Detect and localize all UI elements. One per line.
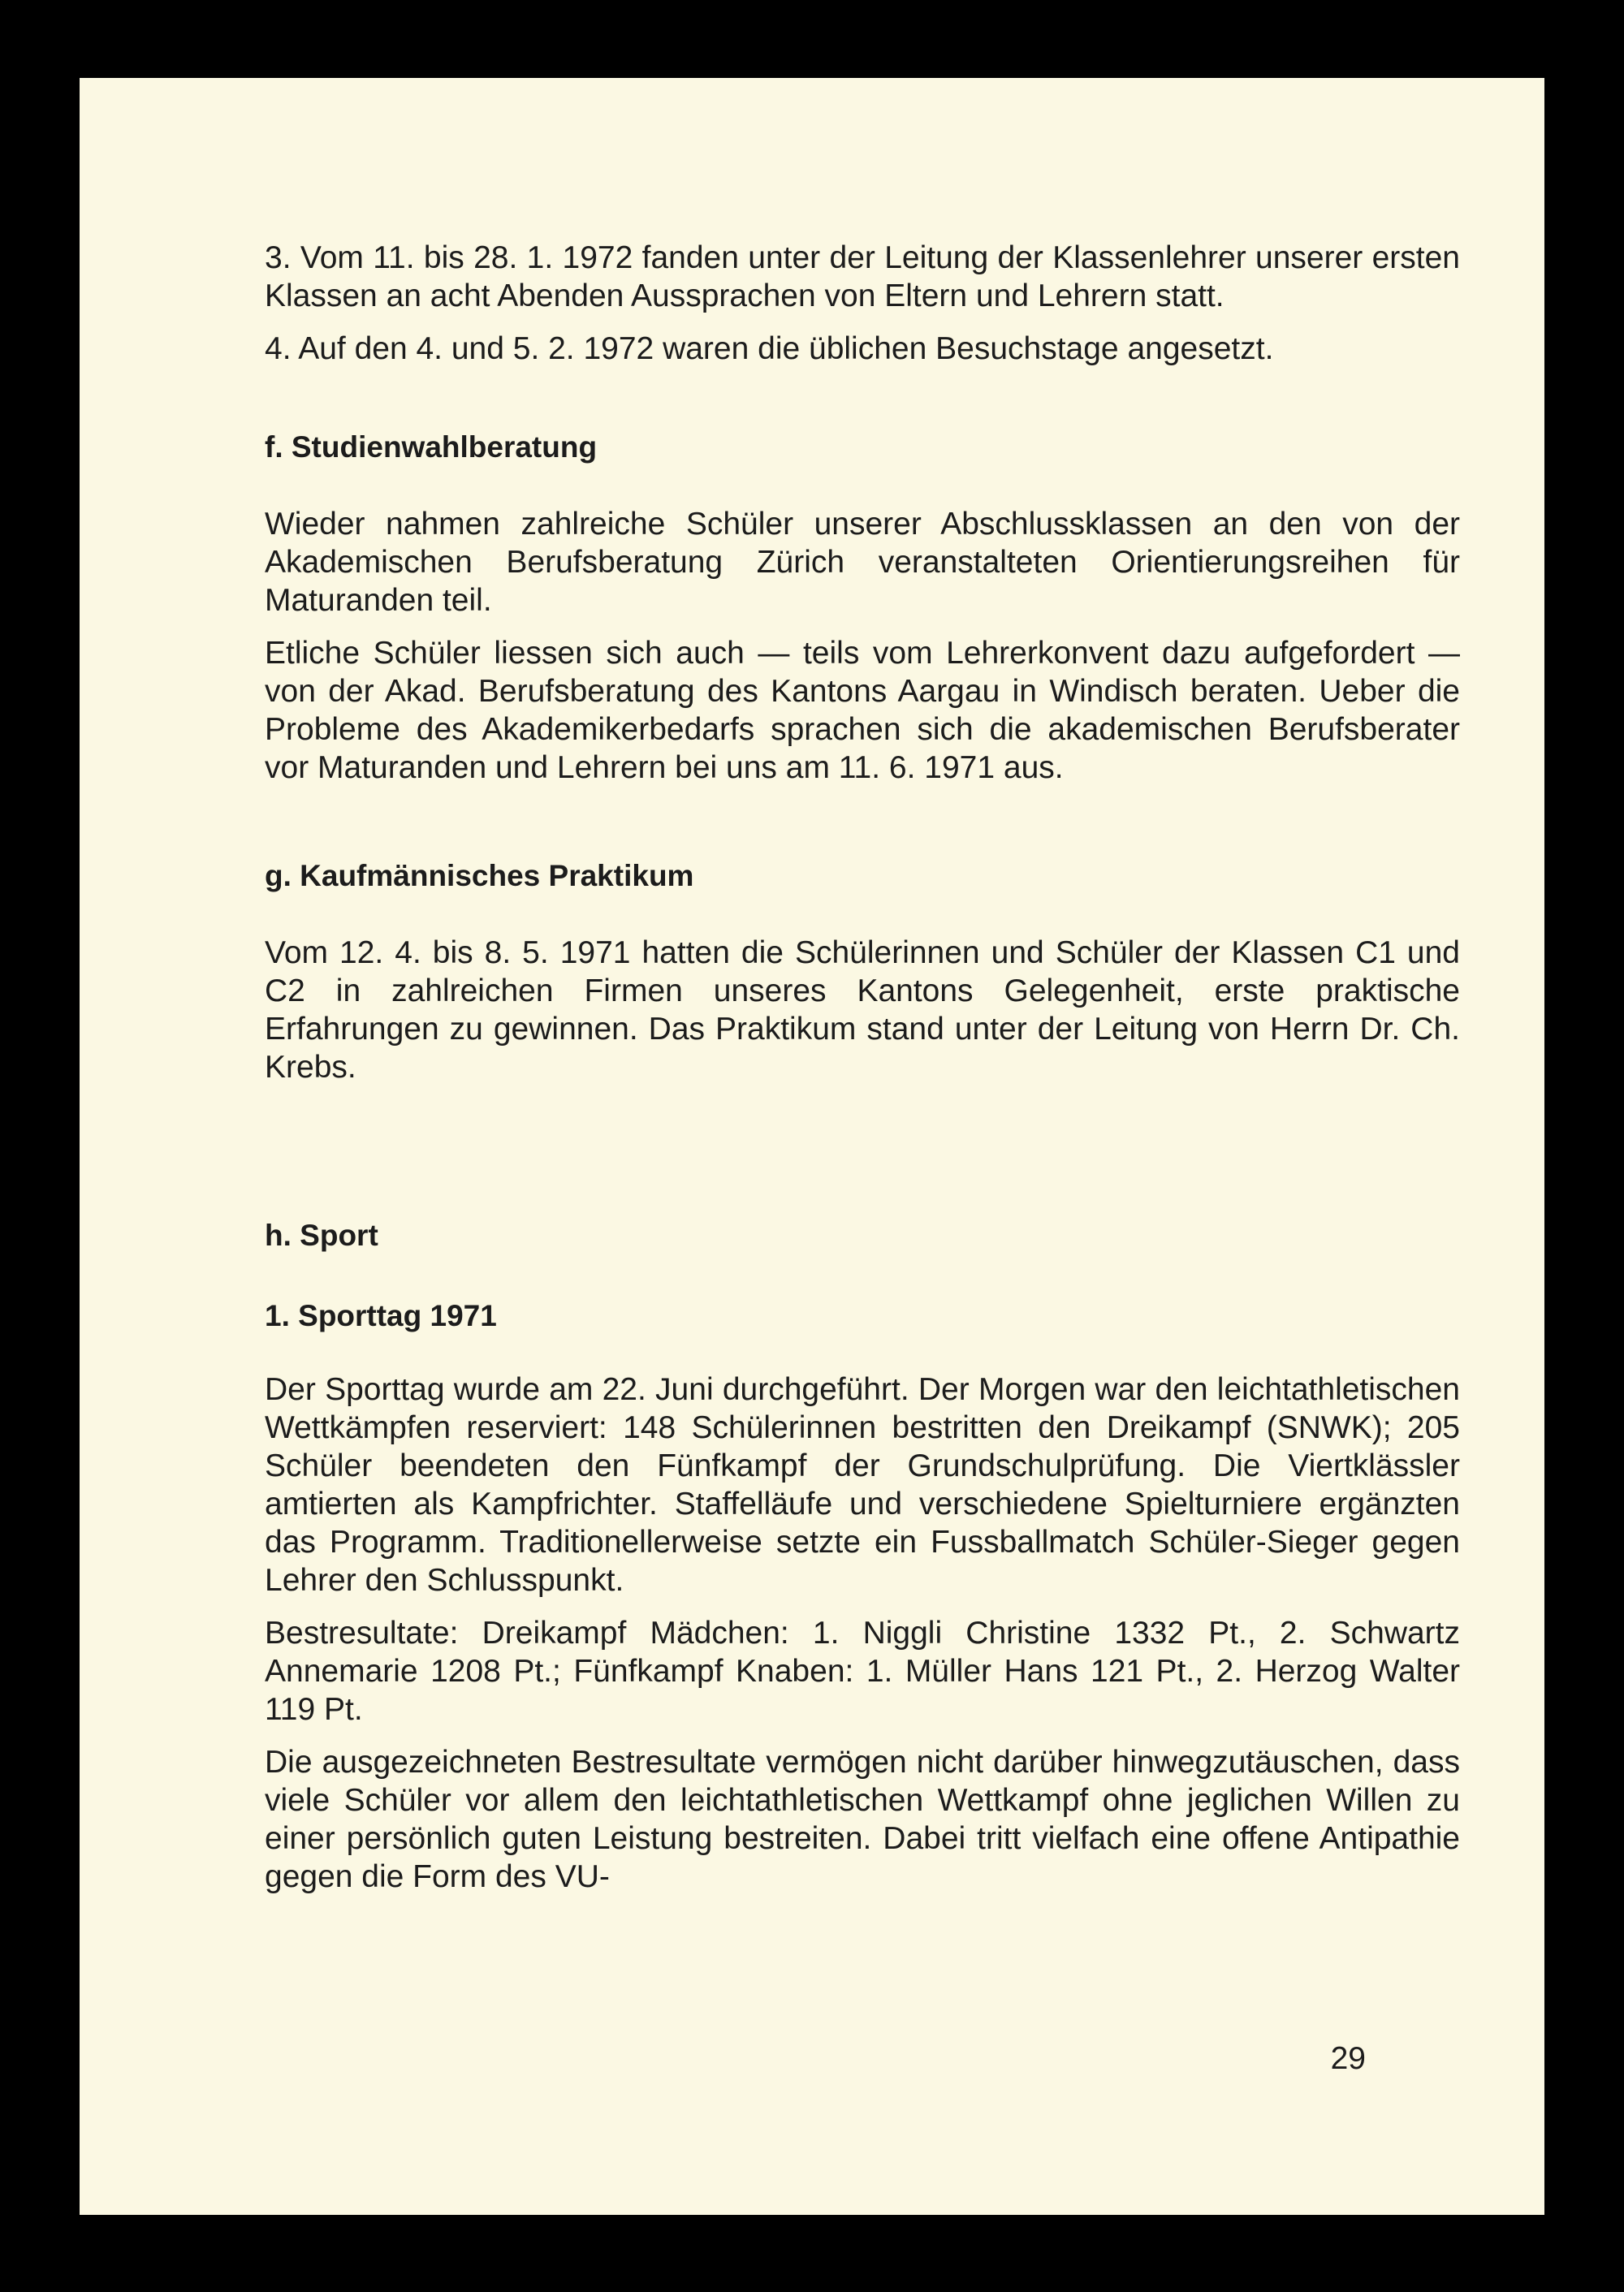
paragraph-item-3: 3. Vom 11. bis 28. 1. 1972 fanden unter der Leitung der Klassenlehrer unserer ersten Klassen an acht Abenden Aussprachen von Eltern und Lehrern statt. [265,240,1460,313]
page-content [265,239,1460,1896]
heading-sport: h. Sport [265,1219,378,1252]
heading-kaufmaennisches-praktikum: g. Kaufmännisches Praktikum [265,859,694,892]
paragraph-studienwahl-1: Wieder nahmen zahlreiche Schüler unserer Abschlussklassen an den von der Akademischen Berufsberatung Zürich veranstalteten Orientierungsreihen für Maturanden teil. [265,507,1460,618]
subheading-sporttag: 1. Sporttag 1971 [265,1299,497,1332]
paragraph-sporttag-1: Der Sporttag wurde am 22. Juni durchgeführt. Der Morgen war den leichtathletischen Wettkämpfen reserviert: 148 Schülerinnen bestritten den Dreikampf (SNWK); 205 Schüler beendeten den Fünfkampf der Grundschulprüfung. Die Viertklässler amtierten als Kampfrichter. Staffelläufe und verschiedene Spielturniere ergänzten das Programm. Traditionellerweise setzte ein Fussballmatch Schüler-Sieger gegen Lehrer den Schlusspunkt. [265,1372,1460,1598]
page-number: 29 [1330,2041,1366,2076]
document-page [80,78,1544,2215]
paragraph-sporttag-3: Die ausgezeichneten Bestresultate vermögen nicht darüber hinwegzutäuschen, dass viele Schüler vor allem den leichtathletischen Wettkampf ohne jeglichen Willen zu einer persönlich guten Leistung bestreiten. Dabei tritt vielfach eine offene Antipathie gegen die Form des VU- [265,1745,1460,1894]
heading-studienwahlberatung: f. Studienwahlberatung [265,430,598,464]
paragraph-item-4: 4. Auf den 4. und 5. 2. 1972 waren die üblichen Besuchstage angesetzt. [265,331,1274,366]
paragraph-studienwahl-2: Etliche Schüler liessen sich auch — teils vom Lehrerkonvent dazu aufgefordert — von der Akad. Berufsberatung des Kantons Aargau in Windisch beraten. Ueber die Probleme des Akademikerbedarfs sprachen sich die akademischen Berufsberater vor Maturanden und Lehrern bei uns am 11. 6. 1971 aus. [265,636,1460,785]
paragraph-bestresultate: Bestresultate: Dreikampf Mädchen: 1. Niggli Christine 1332 Pt., 2. Schwartz Annemarie 1208 Pt.; Fünfkampf Knaben: 1. Müller Hans 121 Pt., 2. Herzog Walter 119 Pt. [265,1616,1460,1727]
paragraph-praktikum: Vom 12. 4. bis 8. 5. 1971 hatten die Schülerinnen und Schüler der Klassen C1 und C2 in zahlreichen Firmen unseres Kantons Gelegenheit, erste praktische Erfahrungen zu gewinnen. Das Praktikum stand unter der Leitung von Herrn Dr. Ch. Krebs. [265,935,1460,1085]
